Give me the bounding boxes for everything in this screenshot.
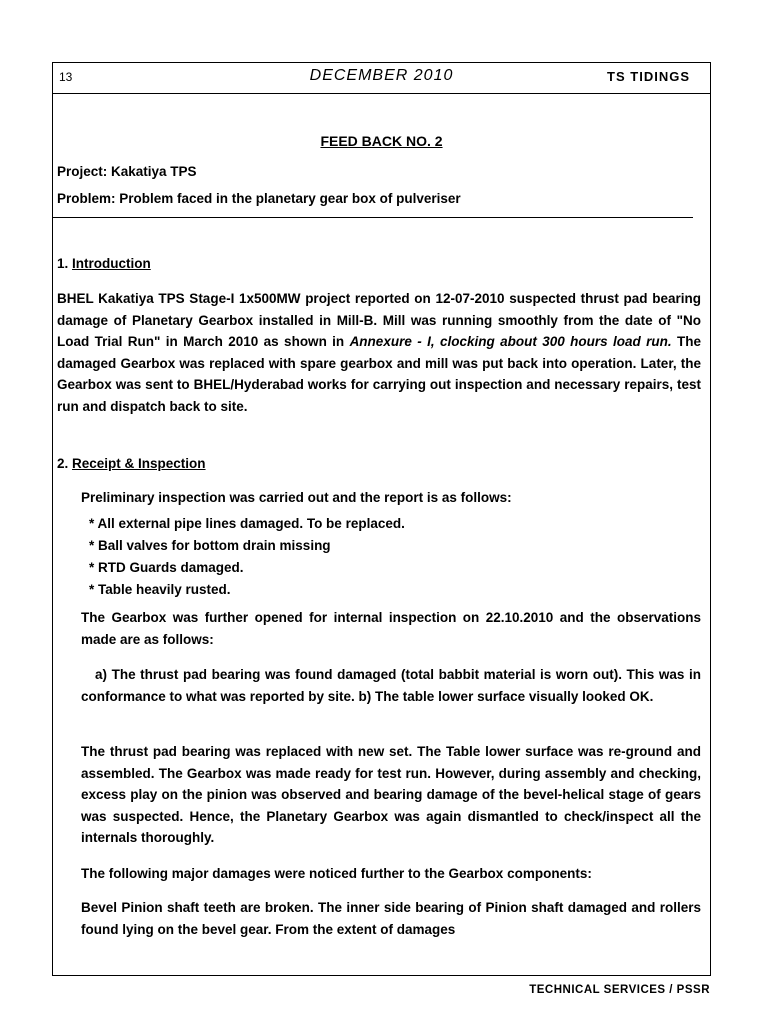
feedback-title: FEED BACK NO. 2 [320, 133, 443, 149]
title-divider [53, 217, 693, 218]
findings-paragraph: a) The thrust pad bearing was found damaged (total babbit material is worn out). This was in conformance to what was reported by site. b) The table lower surface visually looked OK. [81, 667, 701, 704]
section-1-number: 1. [57, 256, 73, 271]
repair-paragraph: The thrust pad bearing was replaced with new set. The Table lower surface was re-ground and assembled. The Gearbox was made ready for test run. However, during assembly and checking, excess play on the pinion was observed and bearing damage of the bevel-helical stage of gears was suspected. Hence, the Planetary Gearbox was again dismantled to check/inspect all the internals thoroughly. [81, 744, 701, 845]
observations-paragraph: The Gearbox was further opened for internal inspection on 22.10.2010 and the observations made are as follows: [81, 610, 701, 647]
bullet-item: * All external pipe lines damaged. To be replaced. [89, 516, 405, 531]
section-1-heading [57, 253, 151, 275]
page-number: 13 [59, 70, 73, 84]
bullet-item: * RTD Guards damaged. [89, 560, 244, 575]
intro-text-a: BHEL Kakatiya TPS Stage-I 1x500MW project reported on 12-07-2010 suspected thrust pad bearing damage of Planetary Gearbox installed in Mill-B. Mill was running smoothly from the date of "No Load Trial Run" in March 2010 as shown in [57, 291, 701, 349]
bullet-item: * Table heavily rusted. [89, 582, 231, 597]
bevel-pinion-paragraph: Bevel Pinion shaft teeth are broken. The inner side bearing of Pinion shaft damaged and rollers found lying on the bevel gear. From the extent of damages [81, 900, 701, 937]
problem-line: Problem: Problem faced in the planetary gear box of pulveriser [57, 191, 461, 206]
section-2-title: Receipt & Inspection [72, 456, 206, 471]
inspection-intro: Preliminary inspection was carried out and the report is as follows: [81, 490, 512, 505]
intro-text-b: The damaged Gearbox was replaced with spare gearbox and mill was put back into operation. Later, the Gearbox was sent to BHEL/Hyderabad works for carrying out inspection and necessary repairs, test run and dispatch back to site. [57, 334, 701, 414]
intro-text-annexure: Annexure - I, clocking about 300 hours load run. [349, 334, 672, 349]
bullet-item: * Ball valves for bottom drain missing [89, 538, 331, 553]
page-frame [52, 62, 711, 976]
section-2-heading [57, 453, 206, 475]
section-1-title: Introduction [72, 256, 151, 271]
newsletter-name: TS TIDINGS [607, 69, 690, 84]
introduction-paragraph [57, 288, 701, 417]
page-footer: TECHNICAL SERVICES / PSSR [529, 984, 710, 996]
project-line: Project: Kakatiya TPS [57, 164, 197, 179]
damages-intro: The following major damages were noticed further to the Gearbox components: [81, 866, 592, 881]
page-header [53, 63, 710, 94]
issue-month: DECEMBER 2010 [309, 67, 454, 84]
section-2-number: 2. [57, 456, 73, 471]
